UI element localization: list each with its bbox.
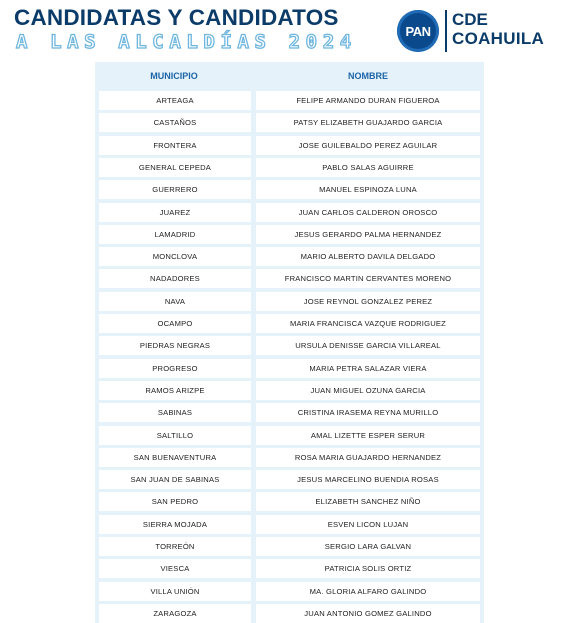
cell-nombre: PATRICIA SOLIS ORTIZ bbox=[256, 559, 480, 578]
cell-nombre: CRISTINA IRASEMA REYNA MURILLO bbox=[256, 403, 480, 422]
logo-text: PAN bbox=[405, 23, 431, 39]
org-name-line1: CDE bbox=[452, 10, 488, 29]
cell-municipio: SAN JUAN DE SABINAS bbox=[99, 470, 251, 489]
column-header-nombre: NOMBRE bbox=[256, 66, 480, 86]
cell-municipio: VIESCA bbox=[99, 559, 251, 578]
cell-nombre: JUAN CARLOS CALDERON OROSCO bbox=[256, 203, 480, 222]
cell-municipio: TORREÓN bbox=[99, 537, 251, 556]
table-row bbox=[0, 203, 569, 222]
cell-nombre: AMAL LIZETTE ESPER SERUR bbox=[256, 426, 480, 445]
table-row bbox=[0, 537, 569, 556]
cell-nombre: PABLO SALAS AGUIRRE bbox=[256, 158, 480, 177]
cell-nombre: JUAN MIGUEL OZUNA GARCIA bbox=[256, 381, 480, 400]
table-row bbox=[0, 91, 569, 110]
org-name bbox=[452, 10, 544, 48]
cell-nombre: SERGIO LARA GALVAN bbox=[256, 537, 480, 556]
cell-nombre: ELIZABETH SANCHEZ NIÑO bbox=[256, 492, 480, 511]
table-row bbox=[0, 604, 569, 623]
cell-nombre: JUAN ANTONIO GOMEZ GALINDO bbox=[256, 604, 480, 623]
cell-municipio: GENERAL CEPEDA bbox=[99, 158, 251, 177]
table-row bbox=[0, 515, 569, 534]
cell-municipio: NADADORES bbox=[99, 269, 251, 288]
table-row bbox=[0, 470, 569, 489]
cell-municipio: SIERRA MOJADA bbox=[99, 515, 251, 534]
cell-nombre: MARIA FRANCISCA VAZQUE RODRIGUEZ bbox=[256, 314, 480, 333]
cell-municipio: JUAREZ bbox=[99, 203, 251, 222]
table-row bbox=[0, 426, 569, 445]
org-name-line2: COAHUILA bbox=[452, 29, 545, 48]
cell-nombre: JESUS MARCELINO BUENDIA ROSAS bbox=[256, 470, 480, 489]
table-row bbox=[0, 492, 569, 511]
column-header-municipio: MUNICIPIO bbox=[99, 66, 249, 86]
cell-nombre: MARIO ALBERTO DAVILA DELGADO bbox=[256, 247, 480, 266]
cell-municipio: RAMOS ARIZPE bbox=[99, 381, 251, 400]
cell-municipio: MONCLOVA bbox=[99, 247, 251, 266]
cell-nombre: JESUS GERARDO PALMA HERNANDEZ bbox=[256, 225, 480, 244]
table-row bbox=[0, 582, 569, 601]
table-row bbox=[0, 225, 569, 244]
cell-nombre: ROSA MARIA GUAJARDO HERNANDEZ bbox=[256, 448, 480, 467]
cell-municipio: PROGRESO bbox=[99, 359, 251, 378]
cell-nombre: MARIA PETRA SALAZAR VIERA bbox=[256, 359, 480, 378]
table-row bbox=[0, 180, 569, 199]
table-row bbox=[0, 292, 569, 311]
cell-nombre: URSULA DENISSE GARCIA VILLAREAL bbox=[256, 336, 480, 355]
cell-municipio: LAMADRID bbox=[99, 225, 251, 244]
pan-logo bbox=[397, 10, 439, 52]
cell-municipio: CASTAÑOS bbox=[99, 113, 251, 132]
cell-nombre: JOSE GUILEBALDO PEREZ AGUILAR bbox=[256, 136, 480, 155]
cell-municipio: SAN PEDRO bbox=[99, 492, 251, 511]
table-row bbox=[0, 247, 569, 266]
page-header bbox=[0, 0, 569, 60]
table-row bbox=[0, 403, 569, 422]
logo-divider bbox=[445, 10, 447, 52]
cell-municipio: SAN BUENAVENTURA bbox=[99, 448, 251, 467]
cell-nombre: FRANCISCO MARTIN CERVANTES MORENO bbox=[256, 269, 480, 288]
cell-municipio: OCAMPO bbox=[99, 314, 251, 333]
cell-nombre: JOSE REYNOL GONZALEZ PEREZ bbox=[256, 292, 480, 311]
cell-nombre: PATSY ELIZABETH GUAJARDO GARCIA bbox=[256, 113, 480, 132]
cell-municipio: SABINAS bbox=[99, 403, 251, 422]
table-row bbox=[0, 448, 569, 467]
page-title: CANDIDATAS Y CANDIDATOS bbox=[14, 5, 339, 30]
cell-municipio: FRONTERA bbox=[99, 136, 251, 155]
cell-municipio: GUERRERO bbox=[99, 180, 251, 199]
table-row bbox=[0, 381, 569, 400]
table-row bbox=[0, 158, 569, 177]
cell-nombre: MANUEL ESPINOZA LUNA bbox=[256, 180, 480, 199]
table-row bbox=[0, 359, 569, 378]
cell-municipio: NAVA bbox=[99, 292, 251, 311]
cell-municipio: SALTILLO bbox=[99, 426, 251, 445]
table-row bbox=[0, 269, 569, 288]
table-row bbox=[0, 136, 569, 155]
cell-nombre: MA. GLORIA ALFARO GALINDO bbox=[256, 582, 480, 601]
cell-municipio: VILLA UNIÓN bbox=[99, 582, 251, 601]
cell-municipio: ZARAGOZA bbox=[99, 604, 251, 623]
cell-nombre: FELIPE ARMANDO DURAN FIGUEROA bbox=[256, 91, 480, 110]
table-row bbox=[0, 314, 569, 333]
table-row bbox=[0, 336, 569, 355]
cell-municipio: ARTEAGA bbox=[99, 91, 251, 110]
cell-municipio: PIEDRAS NEGRAS bbox=[99, 336, 251, 355]
table-row bbox=[0, 559, 569, 578]
table-row bbox=[0, 113, 569, 132]
cell-nombre: ESVEN LICON LUJAN bbox=[256, 515, 480, 534]
page-subtitle: A LAS ALCALDÍAS 2024 bbox=[16, 31, 357, 53]
